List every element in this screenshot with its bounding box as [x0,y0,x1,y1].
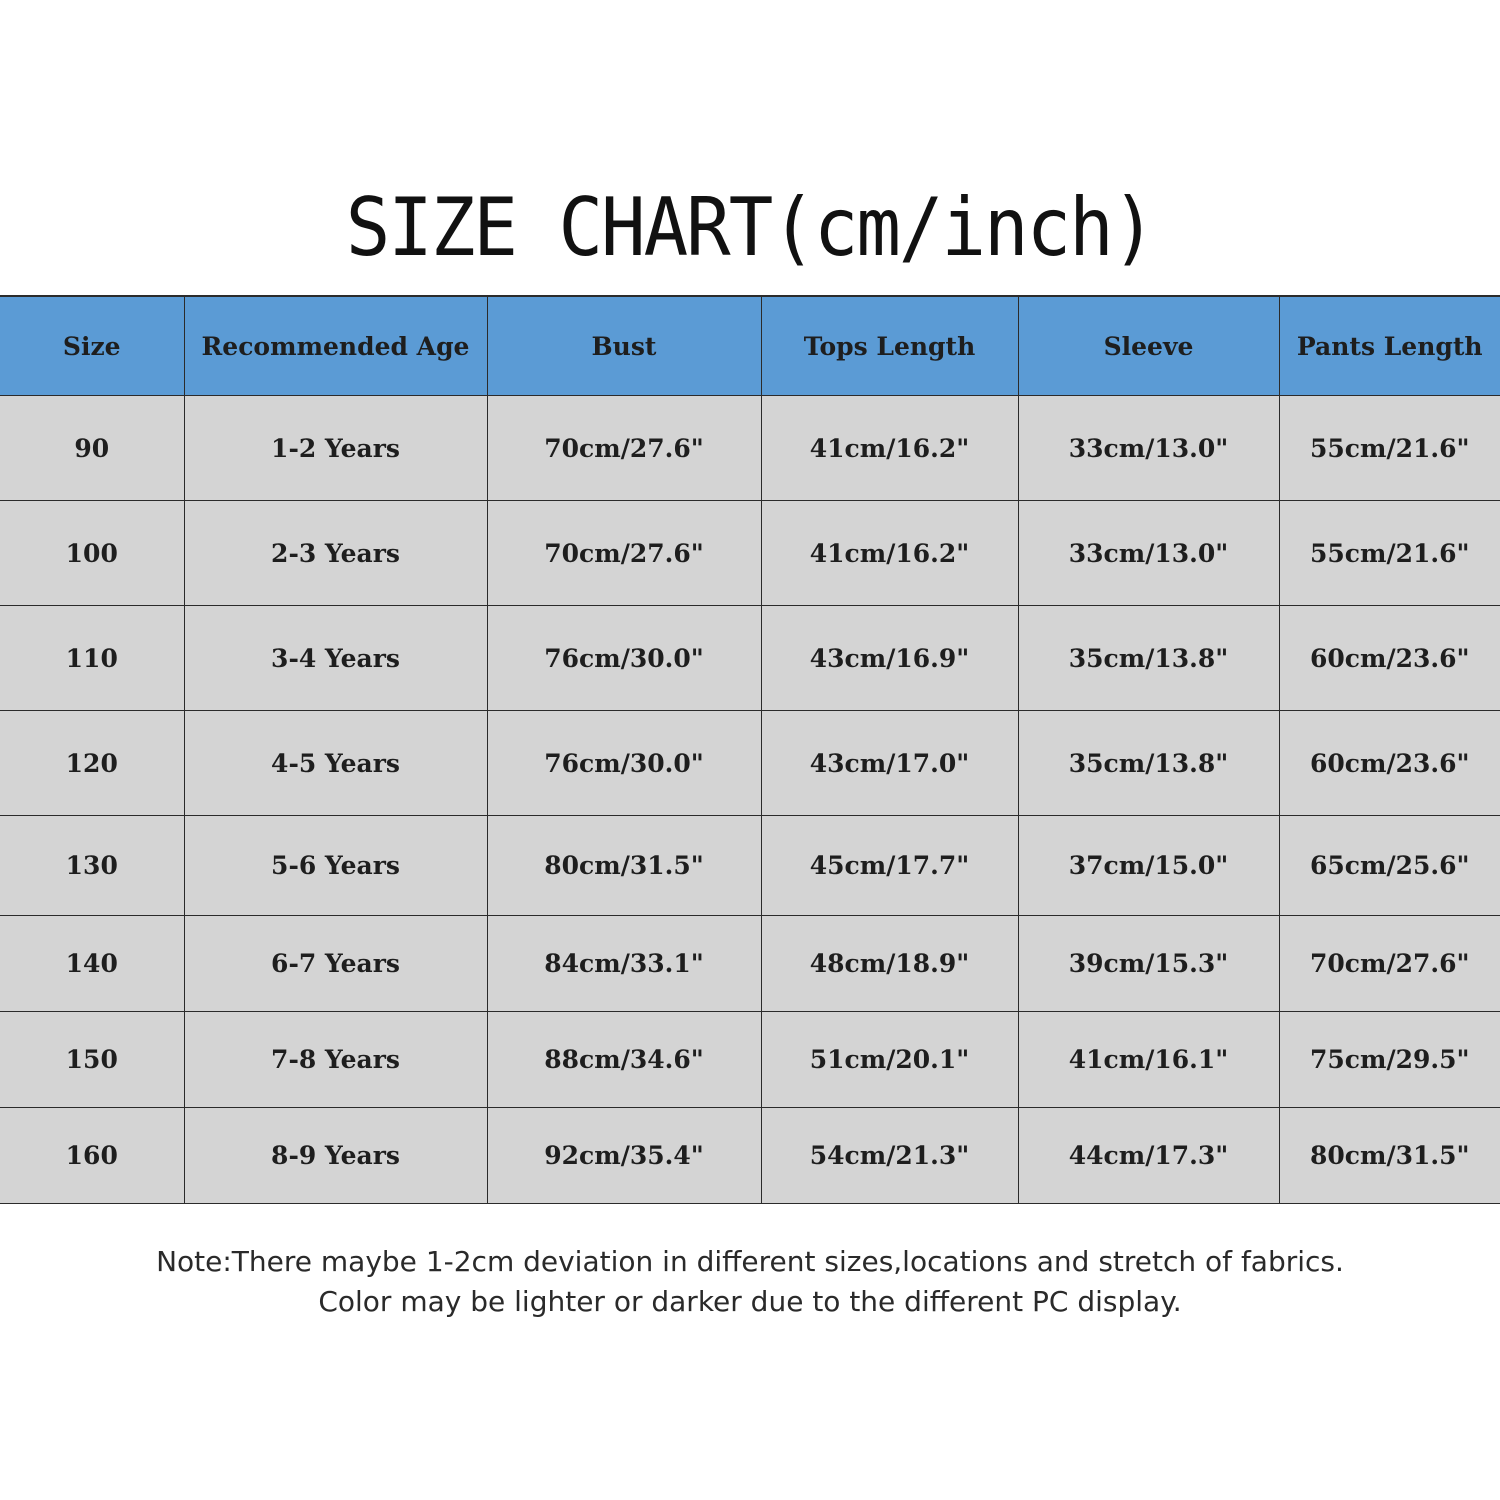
table-row [0,916,1500,1012]
cell-sleeve: 35cm/13.8" [1018,606,1279,711]
table-header-row [0,296,1500,396]
cell-size: 150 [0,1012,184,1108]
cell-recommended-age: 7-8 Years [184,1012,487,1108]
cell-tops-length: 43cm/16.9" [761,606,1018,711]
cell-bust: 76cm/30.0" [487,606,761,711]
cell-bust: 80cm/31.5" [487,816,761,916]
cell-size: 100 [0,501,184,606]
cell-recommended-age: 6-7 Years [184,916,487,1012]
cell-sleeve: 33cm/13.0" [1018,396,1279,501]
cell-recommended-age: 4-5 Years [184,711,487,816]
header-sleeve: Sleeve [1018,296,1279,396]
header-tops-length: Tops Length [761,296,1018,396]
cell-pants-length: 55cm/21.6" [1279,396,1500,501]
header-bust: Bust [487,296,761,396]
cell-bust: 76cm/30.0" [487,711,761,816]
note-line-2: Color may be lighter or darker due to the different PC display. [318,1285,1182,1318]
cell-recommended-age: 3-4 Years [184,606,487,711]
cell-sleeve: 39cm/15.3" [1018,916,1279,1012]
cell-sleeve: 35cm/13.8" [1018,711,1279,816]
cell-tops-length: 43cm/17.0" [761,711,1018,816]
table-row [0,501,1500,606]
header-pants-length: Pants Length [1279,296,1500,396]
cell-size: 110 [0,606,184,711]
cell-size: 120 [0,711,184,816]
cell-sleeve: 41cm/16.1" [1018,1012,1279,1108]
table-row [0,1012,1500,1108]
table-row [0,816,1500,916]
header-size: Size [0,296,184,396]
cell-bust: 70cm/27.6" [487,396,761,501]
cell-size: 160 [0,1108,184,1204]
cell-sleeve: 37cm/15.0" [1018,816,1279,916]
cell-tops-length: 54cm/21.3" [761,1108,1018,1204]
cell-recommended-age: 1-2 Years [184,396,487,501]
cell-size: 140 [0,916,184,1012]
cell-pants-length: 80cm/31.5" [1279,1108,1500,1204]
cell-pants-length: 75cm/29.5" [1279,1012,1500,1108]
cell-tops-length: 45cm/17.7" [761,816,1018,916]
cell-size: 130 [0,816,184,916]
table-row [0,1108,1500,1204]
table-row [0,606,1500,711]
disclaimer-note [0,1242,1500,1322]
cell-sleeve: 44cm/17.3" [1018,1108,1279,1204]
table-row [0,396,1500,501]
size-chart-title: SIZE CHART(cm/inch) [345,181,1155,275]
cell-tops-length: 41cm/16.2" [761,501,1018,606]
table-row [0,711,1500,816]
cell-pants-length: 55cm/21.6" [1279,501,1500,606]
cell-sleeve: 33cm/13.0" [1018,501,1279,606]
cell-pants-length: 60cm/23.6" [1279,606,1500,711]
cell-bust: 70cm/27.6" [487,501,761,606]
cell-bust: 88cm/34.6" [487,1012,761,1108]
cell-tops-length: 51cm/20.1" [761,1012,1018,1108]
note-line-1: Note:There maybe 1-2cm deviation in different sizes,locations and stretch of fabrics. [156,1245,1344,1278]
cell-pants-length: 60cm/23.6" [1279,711,1500,816]
cell-recommended-age: 2-3 Years [184,501,487,606]
cell-size: 90 [0,396,184,501]
cell-pants-length: 70cm/27.6" [1279,916,1500,1012]
cell-bust: 84cm/33.1" [487,916,761,1012]
cell-recommended-age: 5-6 Years [184,816,487,916]
cell-tops-length: 48cm/18.9" [761,916,1018,1012]
cell-bust: 92cm/35.4" [487,1108,761,1204]
cell-tops-length: 41cm/16.2" [761,396,1018,501]
cell-pants-length: 65cm/25.6" [1279,816,1500,916]
header-recommended-age: Recommended Age [184,296,487,396]
cell-recommended-age: 8-9 Years [184,1108,487,1204]
size-chart-table [0,295,1500,1204]
